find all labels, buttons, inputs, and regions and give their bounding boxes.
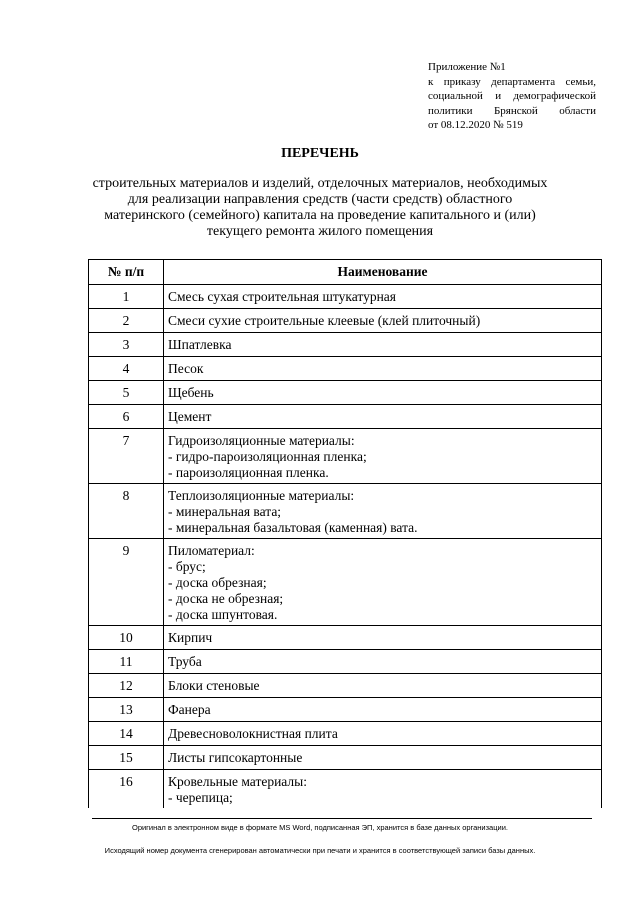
row-name-line: Цемент	[168, 409, 212, 424]
table-header-row	[89, 260, 602, 285]
row-name	[164, 484, 602, 539]
row-name	[164, 357, 602, 381]
row-number: 12	[89, 674, 164, 698]
row-name-line: - черепица;	[168, 790, 233, 805]
row-number: 8	[89, 484, 164, 539]
row-name	[164, 539, 602, 626]
row-name-line: - доска обрезная;	[168, 575, 267, 590]
row-name	[164, 333, 602, 357]
row-name	[164, 405, 602, 429]
appendix-line: от 08.12.2020 № 519	[428, 119, 523, 131]
appendix-line: политики Брянской области	[428, 104, 596, 117]
row-name-line: Шпатлевка	[168, 337, 232, 352]
row-name-line: Кирпич	[168, 630, 213, 645]
footer-note-number: Исходящий номер документа сгенерирован автоматически при печати и хранится в соответствующей записи базы данных.	[104, 846, 536, 855]
row-name	[164, 746, 602, 770]
row-name-line: Кровельные материалы:	[168, 774, 307, 789]
appendix-line: к приказу департамента семьи,	[428, 75, 596, 88]
row-number: 9	[89, 539, 164, 626]
row-name-line: - доска не обрезная;	[168, 591, 284, 606]
row-name-line: Теплоизоляционные материалы:	[168, 488, 355, 503]
row-number: 16	[89, 770, 164, 809]
appendix-line: социальной и демографической	[428, 90, 596, 102]
table-row	[89, 722, 602, 746]
table-row	[89, 539, 602, 626]
header-name: Наименование	[164, 260, 602, 285]
row-number: 6	[89, 405, 164, 429]
document-title: ПЕРЕЧЕНЬ	[281, 146, 359, 161]
row-name-line: - пароизоляционная пленка.	[168, 465, 329, 480]
row-name	[164, 285, 602, 309]
row-name-line: Щебень	[168, 385, 214, 400]
row-number: 2	[89, 309, 164, 333]
table-row	[89, 285, 602, 309]
table-row	[89, 357, 602, 381]
row-name-line: Листы гипсокартонные	[168, 750, 303, 765]
row-name	[164, 309, 602, 333]
row-name-line: Гидроизоляционные материалы:	[168, 433, 355, 448]
materials-table	[88, 259, 602, 808]
table-row	[89, 309, 602, 333]
subtitle-line: для реализации направления средств (части средств) областного	[127, 192, 513, 207]
row-number: 11	[89, 650, 164, 674]
table-body	[89, 285, 602, 809]
row-name-line: - минеральная базальтовая (каменная) вата.	[168, 520, 418, 535]
table-row	[89, 770, 602, 809]
row-name-line: - брус;	[168, 559, 206, 574]
table-row	[89, 405, 602, 429]
row-name	[164, 429, 602, 484]
row-name-line: Песок	[168, 361, 204, 376]
header-number: № п/п	[89, 260, 164, 285]
table-row	[89, 674, 602, 698]
row-name	[164, 626, 602, 650]
row-name-line: - гидро-пароизоляционная пленка;	[168, 449, 367, 464]
subtitle-line: материнского (семейного) капитала на проведение капитального и (или)	[104, 208, 536, 223]
appendix-block	[428, 60, 596, 133]
row-name-line: Смеси сухие строительные клеевые (клей плиточный)	[168, 313, 481, 328]
table-row	[89, 698, 602, 722]
subtitle-line: текущего ремонта жилого помещения	[206, 224, 434, 239]
appendix-line: Приложение №1	[428, 61, 506, 73]
row-number: 14	[89, 722, 164, 746]
row-name	[164, 650, 602, 674]
row-number: 10	[89, 626, 164, 650]
row-name-line: Смесь сухая строительная штукатурная	[168, 289, 396, 304]
document-subtitle	[60, 176, 580, 240]
row-name	[164, 722, 602, 746]
row-name	[164, 381, 602, 405]
row-number: 15	[89, 746, 164, 770]
table-row	[89, 626, 602, 650]
row-name	[164, 698, 602, 722]
row-name-line: Древесноволокнистная плита	[168, 726, 338, 741]
row-name-line: - минеральная вата;	[168, 504, 282, 519]
row-name-line: Труба	[168, 654, 202, 669]
table-row	[89, 429, 602, 484]
row-name-line: Пиломатериал:	[168, 543, 255, 558]
table-row	[89, 650, 602, 674]
row-number: 4	[89, 357, 164, 381]
table-row	[89, 381, 602, 405]
row-number: 1	[89, 285, 164, 309]
row-name-line: - доска шпунтовая.	[168, 607, 278, 622]
row-number: 13	[89, 698, 164, 722]
row-number: 7	[89, 429, 164, 484]
footer-note-original: Оригинал в электронном виде в формате MS Word, подписанная ЭП, хранится в базе данных организации.	[131, 823, 508, 832]
table-row	[89, 333, 602, 357]
row-name	[164, 674, 602, 698]
row-number: 3	[89, 333, 164, 357]
row-name-line: Фанера	[168, 702, 211, 717]
subtitle-line: строительных материалов и изделий, отделочных материалов, необходимых	[92, 176, 548, 191]
table-row	[89, 746, 602, 770]
table-row	[89, 484, 602, 539]
row-name-line: Блоки стеновые	[168, 678, 260, 693]
row-number: 5	[89, 381, 164, 405]
footer-divider	[92, 818, 592, 819]
row-name	[164, 770, 602, 809]
